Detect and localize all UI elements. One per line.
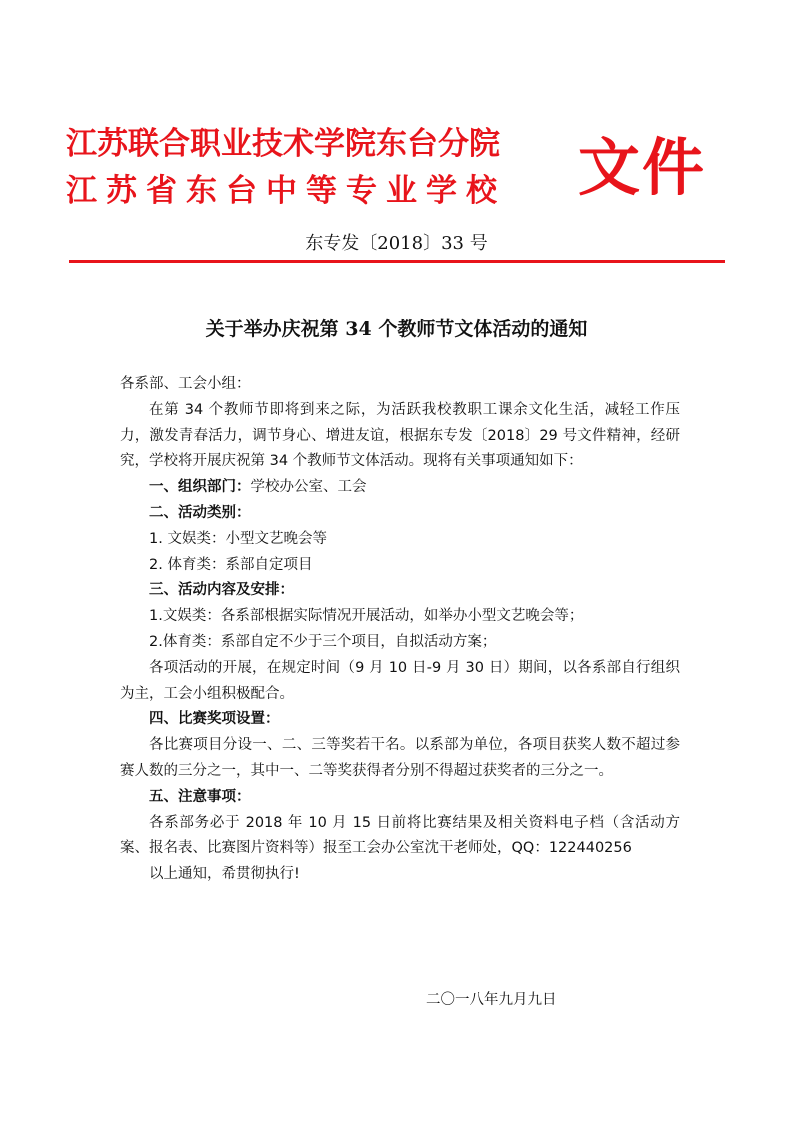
section-1-heading: 一、组织部门： xyxy=(149,479,251,496)
intro-paragraph: 在第 34 个教师节即将到来之际，为活跃我校教职工课余文化生活，减轻工作压力，激发青春活力，调节身心、增进友谊，根据东专发〔2018〕29 号文件精神，经研究，学校将开展庆祝第 34 个教师节文体活动。现将有关事项通知如下： xyxy=(120,401,680,470)
issuing-org-line-1: 江苏联合职业技术学院东台分院 xyxy=(66,126,500,162)
section-2-heading: 二、活动类别： xyxy=(149,504,251,521)
section-3-paragraph: 各项活动的开展，在规定时间（9 月 10 日-9 月 30 日）期间，以各系部自行组织为主，工会小组积极配合。 xyxy=(120,659,680,702)
notice-title: 关于举办庆祝第 34 个教师节文体活动的通知 xyxy=(205,318,588,340)
section-2-item-2: 2. 体育类：系部自定项目 xyxy=(149,556,313,573)
closing-line: 以上通知，希贯彻执行! xyxy=(149,866,300,883)
section-3-item-2: 2.体育类：系部自定不少于三个项目，自拟活动方案； xyxy=(149,633,497,650)
section-5-heading: 五、注意事项： xyxy=(149,788,251,805)
section-4-heading: 四、比赛奖项设置： xyxy=(149,711,280,728)
notice-body xyxy=(120,372,680,888)
section-5-paragraph: 各系部务必于 2018 年 10 月 15 日前将比赛结果及相关资料电子档（含活动方案、报名表、比赛图片资料等）报至工会办公室沈干老师处，QQ：122440256 xyxy=(120,814,680,857)
section-3-heading: 三、活动内容及安排： xyxy=(149,582,294,599)
section-1-text: 学校办公室、工会 xyxy=(250,479,367,496)
section-3-item-1: 1.文娱类：各系部根据实际情况开展活动，如举办小型文艺晚会等； xyxy=(149,608,584,625)
red-divider-line xyxy=(69,260,725,263)
section-1 xyxy=(120,475,680,501)
document-header-word: 文件 xyxy=(578,131,707,204)
issuing-org-line-2: 江苏省东台中等专业学校 xyxy=(66,173,506,209)
issue-date: 二〇一八年九月九日 xyxy=(426,992,557,1008)
document-number: 东专发〔2018〕33 号 xyxy=(305,233,488,254)
section-4-paragraph: 各比赛项目分设一、二、三等奖若干名。以系部为单位，各项目获奖人数不超过参赛人数的三分之一，其中一、二等奖获得者分别不得超过获奖者的三分之一。 xyxy=(120,737,680,779)
section-2-item-1: 1. 文娱类：小型文艺晚会等 xyxy=(149,530,327,547)
salutation: 各系部、工会小组： xyxy=(120,376,251,392)
